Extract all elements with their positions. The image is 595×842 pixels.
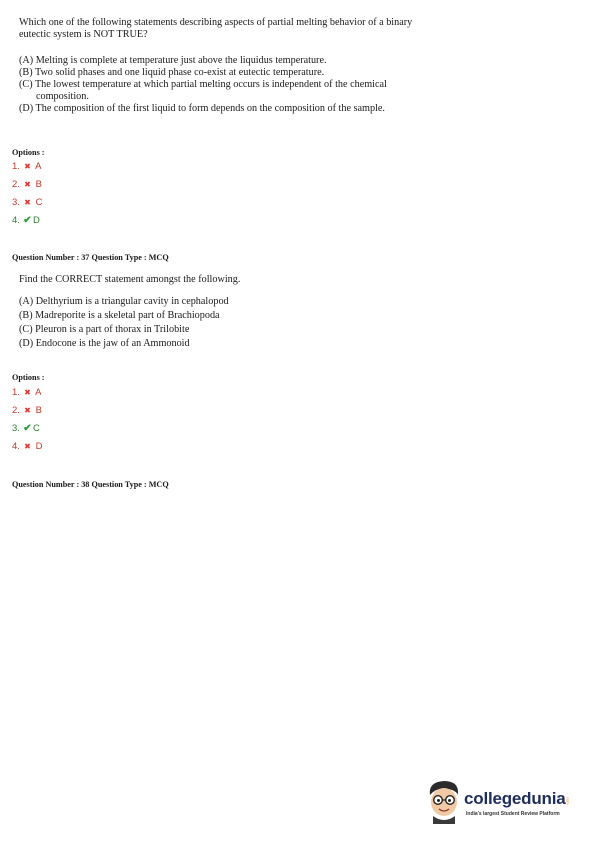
statement-b: (B) Two solid phases and one liquid phase co-exist at eutectic temperature. bbox=[19, 67, 325, 78]
cross-icon: ✖ bbox=[24, 162, 31, 171]
option-3[interactable] bbox=[12, 422, 43, 436]
option-4[interactable] bbox=[12, 214, 43, 228]
question-38-header: Question Number : 38 Question Type : MCQ bbox=[12, 480, 169, 489]
options-label: Options : bbox=[12, 148, 45, 157]
option-number: 2. bbox=[12, 405, 20, 416]
option-1[interactable] bbox=[12, 386, 43, 400]
logo-tagline: India's largest Student Review Platform bbox=[466, 811, 560, 817]
student-mascot-icon bbox=[424, 778, 464, 824]
question-36-options bbox=[12, 160, 43, 228]
cross-icon: ✖ bbox=[24, 198, 31, 207]
statement-d: (D) The composition of the first liquid to form depends on the composition of the sample. bbox=[19, 103, 385, 114]
option-number: 2. bbox=[12, 179, 20, 190]
question-37-header: Question Number : 37 Question Type : MCQ bbox=[12, 253, 169, 262]
question-37-options bbox=[12, 386, 43, 454]
option-letter: C bbox=[33, 423, 40, 434]
option-letter: D bbox=[35, 441, 43, 452]
option-letter: A bbox=[35, 387, 42, 398]
question-36-text bbox=[19, 17, 412, 41]
statement-a: (A) Melting is complete at temperature just above the liquidus temperature. bbox=[19, 55, 327, 66]
option-letter: A bbox=[35, 161, 42, 172]
statement-c-cont: composition. bbox=[36, 91, 89, 102]
option-number: 1. bbox=[12, 387, 20, 398]
cross-icon: ✖ bbox=[24, 406, 31, 415]
cross-icon: ✖ bbox=[24, 442, 31, 451]
logo-name: collegedunia bbox=[464, 789, 566, 808]
question-36-line-2: eutectic system is NOT TRUE? bbox=[19, 29, 148, 40]
statement-a: (A) Delthyrium is a triangular cavity in cephalopod bbox=[19, 296, 229, 307]
statement-c: (C) Pleuron is a part of thorax in Trilobite bbox=[19, 324, 190, 335]
option-1[interactable] bbox=[12, 160, 43, 174]
cross-icon: ✖ bbox=[24, 180, 31, 189]
logo-wordmark bbox=[464, 789, 571, 809]
option-number: 1. bbox=[12, 161, 20, 172]
statement-c: (C) The lowest temperature at which partial melting occurs is independent of the chemical bbox=[19, 79, 387, 90]
option-2[interactable] bbox=[12, 178, 43, 192]
question-36-statements bbox=[19, 55, 387, 115]
option-number: 3. bbox=[12, 197, 20, 208]
cross-icon: ✖ bbox=[24, 388, 31, 397]
options-label: Options : bbox=[12, 373, 45, 382]
collegedunia-logo[interactable] bbox=[424, 776, 584, 826]
check-icon: ✔ bbox=[23, 423, 32, 434]
option-letter: D bbox=[33, 215, 40, 226]
statement-d: (D) Endocone is the jaw of an Ammonoid bbox=[19, 338, 190, 349]
question-36-line-1: Which one of the following statements describing aspects of partial melting behavior of a binary bbox=[19, 17, 413, 28]
option-number: 4. bbox=[12, 441, 20, 452]
option-letter: B bbox=[35, 179, 42, 190]
question-37-statements bbox=[19, 296, 229, 350]
option-2[interactable] bbox=[12, 404, 43, 418]
option-letter: C bbox=[35, 197, 43, 208]
option-letter: B bbox=[35, 405, 42, 416]
option-number: 3. bbox=[12, 423, 20, 434]
statement-b: (B) Madreporite is a skeletal part of Brachiopoda bbox=[19, 310, 220, 321]
option-3[interactable] bbox=[12, 196, 43, 210]
logo-suffix: .com bbox=[565, 795, 571, 805]
option-4[interactable] bbox=[12, 440, 43, 454]
question-37-prompt: Find the CORRECT statement amongst the following. bbox=[19, 274, 241, 285]
option-number: 4. bbox=[12, 215, 20, 226]
check-icon: ✔ bbox=[23, 215, 32, 226]
